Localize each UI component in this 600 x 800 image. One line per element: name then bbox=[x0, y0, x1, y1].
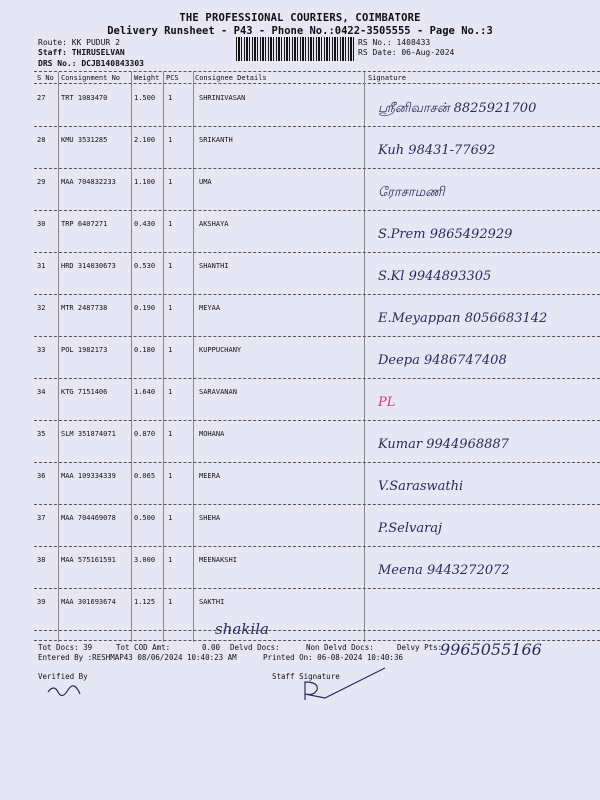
col-consignee: Consignee Details bbox=[195, 74, 267, 82]
col-pcs: PCS bbox=[166, 74, 179, 82]
row-divider bbox=[34, 504, 600, 505]
cell-consignee: SARAVANAN bbox=[199, 388, 237, 396]
cell-pcs: 1 bbox=[168, 178, 173, 186]
verified-by: Verified By bbox=[38, 672, 88, 681]
row-divider bbox=[34, 378, 600, 379]
runsheet-title: Delivery Runsheet - P43 - Phone No.:0422-3505555 - Page No.:3 bbox=[107, 25, 493, 37]
cell-pcs: 1 bbox=[168, 346, 173, 354]
cell-weight: 3.000 bbox=[134, 556, 156, 564]
cell-consignee: SRIKANTH bbox=[199, 136, 233, 144]
cell-sno: 36 bbox=[37, 472, 46, 480]
cell-consignee: MEYAA bbox=[199, 304, 221, 312]
cell-consignee: MEERA bbox=[199, 472, 221, 480]
barcode bbox=[236, 37, 354, 61]
col-signature: Signature bbox=[368, 74, 406, 82]
table-top-rule bbox=[34, 71, 600, 72]
cell-pcs: 1 bbox=[168, 472, 173, 480]
cell-consignee: SHANTHI bbox=[199, 262, 229, 270]
cell-consignment: KMU 3531285 bbox=[61, 136, 108, 144]
cell-pcs: 1 bbox=[168, 220, 173, 228]
cell-sno: 35 bbox=[37, 430, 46, 438]
cell-consignee: SHEHA bbox=[199, 514, 221, 522]
cell-consignee: MOHANA bbox=[199, 430, 225, 438]
signature-handwriting: S.Kl 9944893305 bbox=[378, 269, 492, 284]
total-cod-label: Tot COD Amt: bbox=[116, 643, 171, 652]
signature-handwriting: ரோசாமணி bbox=[378, 185, 445, 200]
signature-handwriting: shakila bbox=[215, 620, 269, 638]
signature-handwriting: Deepa 9486747408 bbox=[378, 353, 507, 368]
signature-handwriting: S.Prem 9865492929 bbox=[378, 227, 513, 242]
cell-consignment: MAA 704469078 bbox=[61, 514, 116, 522]
signature-handwriting: ஸ்ரீனிவாசன் 8825921700 bbox=[378, 101, 537, 116]
row-divider bbox=[34, 294, 600, 295]
cell-weight: 1.125 bbox=[134, 598, 156, 606]
delivered-docs: Delvd Docs: bbox=[230, 643, 280, 652]
cell-pcs: 1 bbox=[168, 304, 173, 312]
header-rule bbox=[34, 83, 600, 84]
cell-sno: 33 bbox=[37, 346, 46, 354]
col-divider bbox=[58, 72, 59, 642]
cell-sno: 27 bbox=[37, 94, 46, 102]
cell-consignee: AKSHAYA bbox=[199, 220, 229, 228]
cell-sno: 28 bbox=[37, 136, 46, 144]
staff-label: Staff: THIRUSELVAN bbox=[38, 48, 125, 57]
signature-handwriting: Kumar 9944968887 bbox=[378, 437, 509, 452]
row-divider bbox=[34, 630, 600, 631]
col-divider bbox=[163, 72, 164, 642]
cell-consignment: MAA 109334339 bbox=[61, 472, 116, 480]
rs-date: RS Date: 06-Aug-2024 bbox=[358, 48, 455, 57]
row-divider bbox=[34, 252, 600, 253]
cell-weight: 0.430 bbox=[134, 220, 156, 228]
non-delivered-docs: Non Delvd Docs: bbox=[306, 643, 374, 652]
cell-consignee: SAKTHI bbox=[199, 598, 225, 606]
cell-weight: 0.180 bbox=[134, 346, 156, 354]
row-divider bbox=[34, 210, 600, 211]
cell-sno: 38 bbox=[37, 556, 46, 564]
delvy-pts-handwriting: 9965055166 bbox=[440, 640, 542, 659]
cell-consignee: UMA bbox=[199, 178, 212, 186]
cell-pcs: 1 bbox=[168, 136, 173, 144]
signature-handwriting: Kuh 98431-77692 bbox=[378, 143, 496, 158]
cell-consignee: MEENAKSHI bbox=[199, 556, 237, 564]
cell-pcs: 1 bbox=[168, 262, 173, 270]
col-divider bbox=[364, 72, 365, 642]
cell-pcs: 1 bbox=[168, 388, 173, 396]
cell-sno: 30 bbox=[37, 220, 46, 228]
cell-consignment: MTR 2487738 bbox=[61, 304, 108, 312]
cell-pcs: 1 bbox=[168, 430, 173, 438]
cell-pcs: 1 bbox=[168, 598, 173, 606]
cell-weight: 1.100 bbox=[134, 178, 156, 186]
cell-weight: 0.530 bbox=[134, 262, 156, 270]
cell-weight: 0.190 bbox=[134, 304, 156, 312]
col-divider bbox=[131, 72, 132, 642]
printed-on: Printed On: 06-08-2024 10:40:36 bbox=[263, 653, 403, 662]
cell-sno: 32 bbox=[37, 304, 46, 312]
col-divider bbox=[193, 72, 194, 642]
cell-consignment: SLM 351874071 bbox=[61, 430, 116, 438]
cell-consignee: KUPPUCHANY bbox=[199, 346, 242, 354]
col-consignment: Consignment No bbox=[61, 74, 121, 82]
cell-pcs: 1 bbox=[168, 514, 173, 522]
row-divider bbox=[34, 588, 600, 589]
col-sno: S No bbox=[37, 74, 54, 82]
staff-signature: Staff Signature bbox=[272, 672, 340, 681]
cell-weight: 1.640 bbox=[134, 388, 156, 396]
route-label: Route: KK PUDUR 2 bbox=[38, 38, 120, 47]
cell-weight: 1.500 bbox=[134, 94, 156, 102]
footer-rule bbox=[34, 640, 600, 641]
cell-consignment: TRT 1083470 bbox=[61, 94, 108, 102]
verified-signature bbox=[48, 686, 80, 696]
cell-sno: 29 bbox=[37, 178, 46, 186]
row-divider bbox=[34, 126, 600, 127]
signature-handwriting: E.Meyappan 8056683142 bbox=[378, 311, 548, 326]
cell-sno: 34 bbox=[37, 388, 46, 396]
cell-consignee: SHRINIVASAN bbox=[199, 94, 246, 102]
row-divider bbox=[34, 336, 600, 337]
row-divider bbox=[34, 420, 600, 421]
cell-weight: 2.100 bbox=[134, 136, 156, 144]
col-weight: Weight bbox=[134, 74, 160, 82]
cell-sno: 37 bbox=[37, 514, 46, 522]
row-divider bbox=[34, 462, 600, 463]
signature-handwriting: Meena 9443272072 bbox=[378, 563, 510, 578]
cell-pcs: 1 bbox=[168, 94, 173, 102]
cell-consignment: MAA 301693674 bbox=[61, 598, 116, 606]
cell-weight: 0.500 bbox=[134, 514, 156, 522]
cell-consignment: TRP 6407271 bbox=[61, 220, 108, 228]
cell-weight: 0.065 bbox=[134, 472, 156, 480]
signature-handwriting: PL bbox=[378, 395, 396, 410]
row-divider bbox=[34, 546, 600, 547]
cell-sno: 39 bbox=[37, 598, 46, 606]
rs-number: RS No.: 1408433 bbox=[358, 38, 431, 47]
signature-handwriting: V.Saraswathi bbox=[378, 479, 464, 494]
company-name: THE PROFESSIONAL COURIERS, COIMBATORE bbox=[179, 12, 421, 24]
cell-consignment: MAA 575161591 bbox=[61, 556, 116, 564]
entered-by: Entered By :RESHMAP43 08/06/2024 10:40:23 AM bbox=[38, 653, 237, 662]
cell-consignment: KTG 7151406 bbox=[61, 388, 108, 396]
drs-number: DRS No.: DCJB140843303 bbox=[38, 59, 144, 68]
total-cod-value: 0.00 bbox=[202, 643, 221, 652]
row-divider bbox=[34, 168, 600, 169]
total-docs: Tot Docs: 39 bbox=[38, 643, 93, 652]
signature-handwriting: P.Selvaraj bbox=[378, 521, 443, 536]
cell-consignment: MAA 704832233 bbox=[61, 178, 116, 186]
delivery-points: Delvy Pts: bbox=[397, 643, 443, 652]
cell-sno: 31 bbox=[37, 262, 46, 270]
cell-consignment: POL 1982173 bbox=[61, 346, 108, 354]
cell-weight: 0.870 bbox=[134, 430, 156, 438]
cell-pcs: 1 bbox=[168, 556, 173, 564]
cell-consignment: HRD 314030673 bbox=[61, 262, 116, 270]
